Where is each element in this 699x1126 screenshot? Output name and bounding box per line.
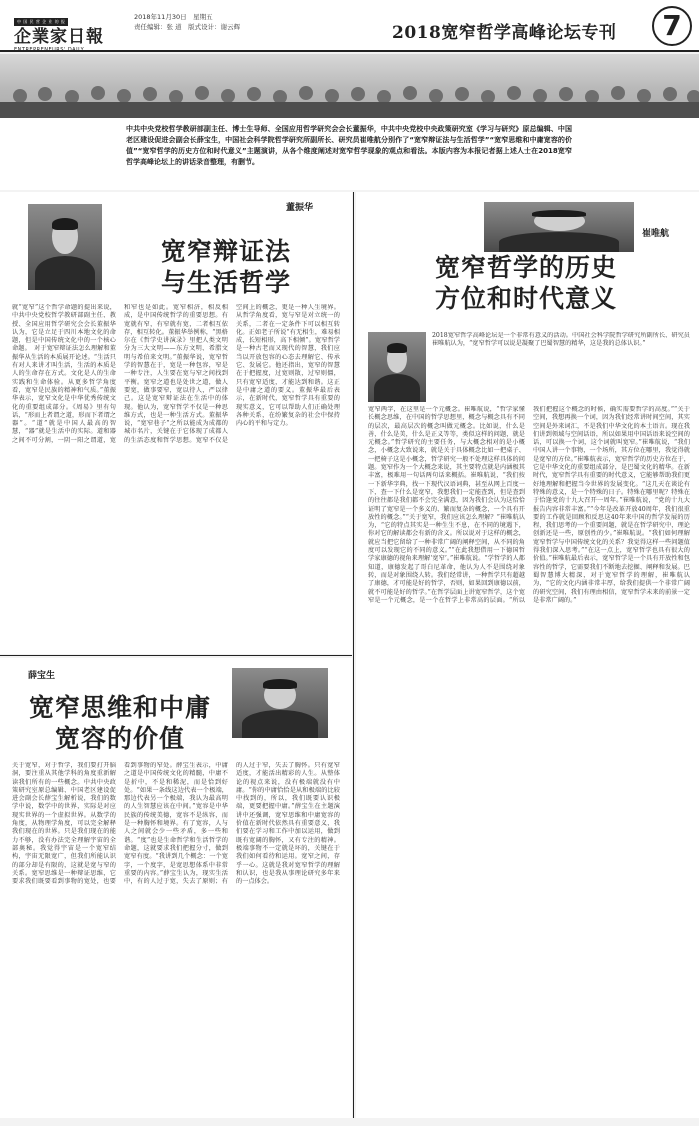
logo-name: 企業家日報 — [14, 27, 104, 47]
article-title-line1: 宽窄辩证法 — [160, 237, 291, 266]
article-body: 宽窄两字，在这里是一个元概念。崔唯航说，“哲学家懂长概念思维，在中国的哲学思想里，概念与概念具有不同的层次，最高层次的概念叫做元概念。比如说，什么是善，什么是美，什么是正义等等，类似这样的问题，就是元概念。”哲学研究的主要任务，与大概念相对的是小概念，小概念大致说来，就是关于具体概念比如一把桌子、一把椅子这是小概念，哲学研究一般不处理这样具体的问题。宽窄作为一个大概念来说，其主要特点就是内涵极其丰富，极难用一句话两句话来概括。崔唯航说，“我们按一下新华字典，找一下现代汉语词典，甚至从网上百度一下，查一下什么是宽窄，我想我们一定能查到，但是查到的往往都是我们都不会完全满意，因为我们会认为这恰恰证明了宽窄是一个多义的、繁而复杂的概念，一个具有开放性的概念。”“关于宽窄，我们应该怎么理解？”崔唯航认为，“它的特点其实是一种生生不息，在不同的境遇下，你对它的解读都会有新的含义。所以说对于这样的概念，就应当把它留给了一种非常广阔的阐释空间，从不同的角度可以发现它的不同的意义。”“在此我想借用一下德国哲学家康德的视角来理解‘宽窄’。”崔唯航说。“学哲学的人都知道，康德发起了哥白尼革命，他认为人不是围绕对象转，而是对象围绕人转。我们经常讲，一种哲学只有超越了康德，才可能是好的哲学，否则，如果回到康德以前，就不可能是好的哲学。”在哲学层面上讲宽窄哲学，这个宽窄是一个元概念，是一个在哲学上非常高的层面。“所以我们把握这个概念的时候，确实需要哲学的高度。”“关于空间，我想再换一个词，因为我们经常讲时间空间，其实空间是外来词汇，不是我们中华文化的本土语言。现在我们讲到领域与空间话语，所以如果用中国话语来说空间的话，可以换一个词，这个词就叫宽窄。”崔唯航说，“我们中国人讲一个事物，一个场所，其方位在哪里，我觉得就是宽窄的方位。”崔唯航表示，宽窄哲学的历史方位在于，它是中华文化的重要组成部分，是巴蜀文化的精华。在新时代，宽窄哲学具有重要的时代意义，它能够帮助我们更好地理解和把握当今世界的发展变化。“这几天在谈论有特殊的意义，是一个特殊的日子。特殊在哪里呢？特殊在于恰逢党的十九大召开一周年。”崔唯航说，“党的十九大报告内容非常丰富。”“今年是改革开放40周年，我们很重要的工作就是回顾和反思这40年来中国的哲学发展的历程，我们思考的一个重要问题，就是在哲学研究中，理论创新还是一些，原创性的少。”崔唯航说。“我们如何理解宽窄哲学与中国传统文化的关系？我觉得这样一些问题值得我们深入思考。”“在这一点上，宽窄哲学也具有很大的价值。”崔唯航最后表示，宽窄哲学是一个具有开放性和包容性的哲学，它需要我们不断地去挖掘、阐释和发展。巴蜀智慧博大精深，对于宽窄哲学的理解，崔唯航认为，“它的文化内涵非常丰厚，给我们提供一个非常广阔的研究空间，我们有理由相信，宽窄哲学未来的前景一定是非常广阔的。” — [368, 406, 690, 604]
author-photo — [232, 668, 328, 738]
author-inset-photo — [368, 332, 426, 402]
logo-english: ENTREPRENEURS' DAILY — [14, 47, 85, 53]
logo-tagline: 中 国 民 营 企 业 的 报 — [14, 18, 68, 26]
author-name: 崔唯航 — [642, 229, 670, 239]
column-divider — [353, 192, 354, 1118]
article-title — [376, 252, 676, 314]
article-xue-baosheng — [0, 658, 352, 1118]
article-body: 就“宽窄”这个哲学命题的提出来说，中共中央党校哲学教研部副主任、教授、全国应用哲学研究会会长董振华认为，它是立足于四川本地文化的命题，但是中国传统文化中的一个核心命题。 对于宽窄辩证法怎么理解和董振华从生活的本质展开论述。“生活只有对人来讲才叫生活，生活的本质是人的生命存在方式。文化是人的生命实践和生命体验。从更多哲学角度看，宽窄是民族的精神和气质。”董振华表示，宽窄文化是中华优秀传统文化的重要组成部分。《周易》里有句话，“形而上者谓之道，形而下者谓之器”。“道”就是中国人最高的智慧，“器”就是生活中的实际。道和器之间不可分割，一阴一阳之谓道，宽和窄也是如此。宽窄相济，相反相成，是中国传统哲学的重要思想。有宽就有窄，有窄就有宽，二者相互依存，相互转化。董振华举例称，“黑格尔在《哲学史讲演录》里把人类文明分为三大文明——东方文明、希腊文明与希伯来文明。”董振华说，宽窄哲学的智慧在于，宽是一种包容，窄是一种专注，人生要在宽与窄之间找到平衡。宽窄之道也是处世之道，做人要宽，做事要窄，宽以待人，严以律己。这是宽窄辩证法在生活中的体现。他认为，宽窄哲学不仅是一种思维方式，也是一种生活方式。董振华说，“宽窄巷子”之所以能成为成都的城市名片，关键在于它体现了成都人的生活态度和哲学思想。宽窄不仅是空间上的概念，更是一种人生境界。从哲学角度看，宽与窄是对立统一的关系，二者在一定条件下可以相互转化。正如老子所说“有无相生，难易相成，长短相形，高下相倾”。宽窄哲学是一种古老而又现代的智慧，我们应当以开放包容的心态去理解它、传承它、发展它。他还指出，宽窄的智慧在于把握度，过宽则散，过窄则僵，只有宽窄适度，才能达到和谐。这正是中庸之道的要义。董振华最后表示，在新时代，宽窄哲学具有重要的现实意义，它可以帮助人们正确处理各种关系，在纷繁复杂的社会中保持内心的平和与定力。 — [12, 304, 340, 444]
issue-editors: 责任编辑：张 道 版式设计：谢云辉 — [134, 23, 241, 31]
article-title-line2: 宽容的价值 — [54, 724, 185, 753]
page-number: 7 — [662, 9, 682, 42]
page-number-badge — [652, 6, 692, 46]
article-cui-weihang — [356, 192, 699, 1118]
article-title-line2: 方位和时代意义 — [434, 284, 617, 313]
page-bottom-margin — [0, 1118, 699, 1126]
issue-date: 2018年11月30日 星期五 — [134, 13, 213, 21]
article-title-line1: 宽窄哲学的历史 — [434, 253, 617, 282]
section-divider — [0, 655, 352, 656]
article-title — [14, 692, 226, 754]
special-edition-title: 2018宽窄哲学高峰论坛专刊 — [392, 23, 617, 43]
article-title — [128, 236, 324, 298]
issue-meta — [134, 12, 240, 32]
intro-section — [0, 118, 699, 190]
article-dong-zhenhua — [0, 192, 352, 654]
article-body: 关于宽窄，对于哲学，我们要打开脑洞，要注重从其他学科的角度重新解读我们所有的一些概念。中共中央政策研究室原总编辑、中国老区建设促进会副会长薛宝生解析说，我们的数学中说，数学中的世界，实际是对应现实世界的一个虚拟世界。从数学的角度，从物理学角度，可以完全解释我们现在的世界。只是我们现在的能力不够，没有办法完全理解宇宙的全部奥秘。我觉得宇宙是一个宽窄结构，宇宙无限宽广，但我们所能认识的部分却是有限的，这就是宽与窄的关系。宽窄思维是一种辩证思维，它要求我们既要看到事物的宽处，也要看到事物的窄处。薛宝生表示，中庸之道是中国传统文化的精髓，中庸不是折中，不是和稀泥，而是恰到好处。“如果一条线这边代表一个极端，那边代表另一个极端，我认为最高明的人生智慧应该在中间。”宽容是中华民族的传统美德，宽容不是纵容，而是一种胸怀和境界。有了宽容，人与人之间就会少一些矛盾，多一些和谐。“度”也是生命哲学和生活哲学的命题，这就要求我们把握分寸，做到宽窄有度。“我讲到几个概念：一个宽字，一个度字，是宽思想体系中非常重要的内容。”薛宝生认为，现实生活中，有的人过于宽，失去了原则；有的人过于窄，失去了胸怀。只有宽窄适度，才能活出精彩的人生。从整体论的视点来说，没有极端就没有中庸。“你的中庸恰恰是从和极端的比较中找到的，所以，我们既要认识极端，更要把握中庸。”薛宝生在主题演讲中还强调，宽窄思维和中庸宽容的价值在新时代依然具有重要意义，我们要在学习和工作中加以运用，做到既有宽阔的胸怀，又有专注的精神。极端事物不一定就是坏的，关键在于我们如何看待和运用。宽窄之间，存乎一心。这就是我对宽窄哲学的理解和认识，也是我从事理论研究多年来的一点体会。 — [12, 762, 340, 886]
author-name: 薛宝生 — [28, 671, 56, 681]
article-title-line2: 与生活哲学 — [160, 268, 291, 297]
author-photo — [28, 204, 102, 290]
article-title-line1: 宽窄思维和中庸 — [28, 693, 211, 722]
author-name: 董振华 — [286, 203, 314, 213]
intro-text: 中共中央党校哲学教研部副主任、博士生导师、全国应用哲学研究会会长董振华，中共中央党校中央政策研究室《学习与研究》原总编辑、中国老区建设促进会副会长薛宝生，中国社会科学院哲学研究所副所长、研究员崔唯航分别作了“宽窄辩证法与生活哲学”“宽窄思维和中庸宽容的价值”“宽窄哲学的历史方位和时代意义”主题演讲，从各个维度阐述对宽窄哲学现象的观点和看法。本版内容为本报记者据上述人士在2018宽窄哲学高峰论坛上的讲话录音整理，有删节。 — [126, 125, 572, 166]
newspaper-header — [0, 0, 699, 52]
article-lead: 2018宽窄哲学高峰论坛是一个非常有意义的活动。中国社会科学院哲学研究所副所长、研究员崔唯航认为，“宽窄哲学可以说是凝聚了巴蜀智慧的精华，这是我的总体认识。” — [432, 332, 690, 348]
author-photo — [484, 202, 634, 252]
forum-banner-photo — [0, 54, 699, 118]
audience-silhouette — [0, 74, 699, 118]
newspaper-logo — [14, 8, 126, 53]
